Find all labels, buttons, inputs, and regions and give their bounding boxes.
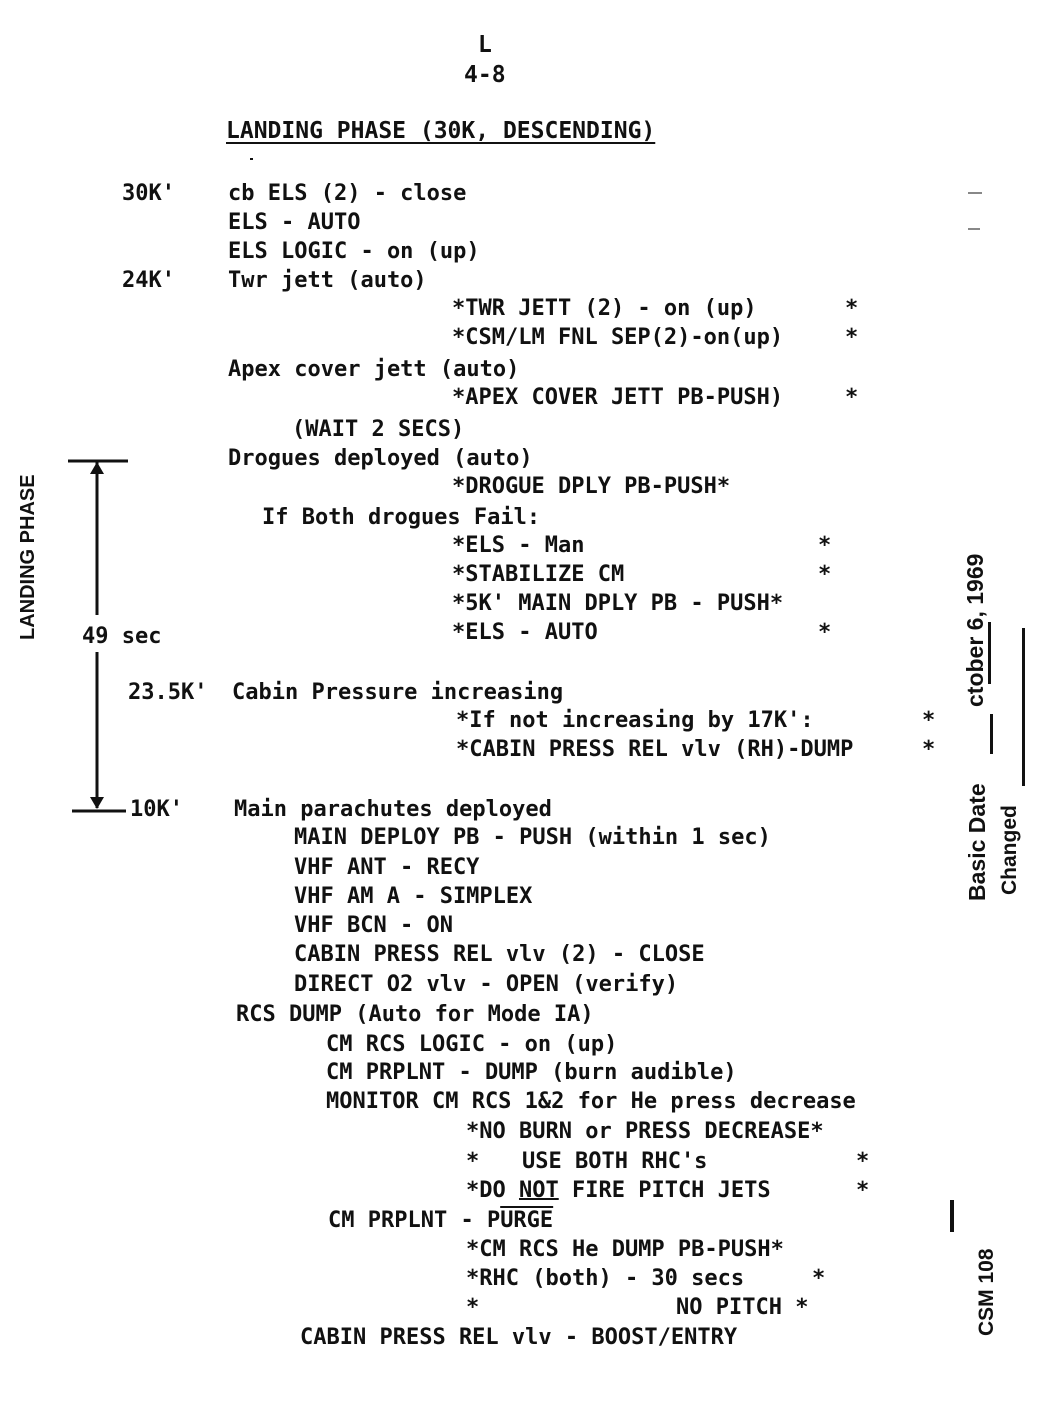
step-drogues: Drogues deployed (auto) bbox=[228, 446, 533, 471]
step-if-both-fail: If Both drogues Fail: bbox=[262, 505, 541, 530]
fire-pitch-text: FIRE PITCH JETS bbox=[558, 1178, 771, 1203]
backup-star: * bbox=[818, 562, 832, 587]
step-vhf-ant: VHF ANT - RECY bbox=[294, 855, 480, 880]
backup-star: * bbox=[466, 1295, 480, 1320]
purge-overline-text: URGE bbox=[500, 1208, 554, 1233]
backup-star: * bbox=[818, 533, 832, 558]
step-twr-jett: Twr jett (auto) bbox=[228, 268, 427, 293]
step-cabin-pressure: Cabin Pressure increasing bbox=[232, 680, 564, 705]
step-vhf-bcn: VHF BCN - ON bbox=[294, 913, 453, 938]
ink-mark bbox=[968, 192, 982, 194]
backup-cabin-rel-dump: *CABIN PRESS REL vlv (RH)-DUMP bbox=[456, 737, 854, 762]
backup-els-man: *ELS - Man bbox=[452, 533, 585, 558]
step-cb-els: cb ELS (2) - close bbox=[228, 181, 467, 206]
not-emphasis: NOT bbox=[518, 1178, 559, 1203]
backup-star: * bbox=[818, 620, 832, 645]
backup-use-both-rhc: USE BOTH RHC's bbox=[522, 1149, 708, 1174]
step-direct-o2: DIRECT O2 vlv - OPEN (verify) bbox=[294, 972, 679, 997]
landing-phase-side-label: LANDING PHASE bbox=[17, 474, 39, 640]
step-cabin-rel-close: CABIN PRESS REL vlv (2) - CLOSE bbox=[294, 942, 705, 967]
basic-date-fill-line bbox=[990, 714, 993, 754]
backup-stabilize: *STABILIZE CM bbox=[452, 562, 625, 587]
page-number: 4-8 bbox=[464, 62, 506, 88]
altitude-24k: 24K' bbox=[122, 268, 175, 293]
step-main-deploy: MAIN DEPLOY PB - PUSH (within 1 sec) bbox=[294, 825, 771, 850]
doc-id: CSM 108 bbox=[975, 1248, 998, 1336]
backup-csm-lm-sep: *CSM/LM FNL SEP(2)-on(up) bbox=[452, 325, 784, 350]
step-monitor: MONITOR CM RCS 1&2 for He press decrease bbox=[326, 1089, 856, 1114]
altitude-23-5k: 23.5K' bbox=[128, 680, 208, 705]
step-main-parachutes: Main parachutes deployed bbox=[234, 797, 552, 822]
backup-star: * bbox=[922, 708, 936, 733]
change-bar bbox=[950, 1200, 954, 1232]
step-apex-cover: Apex cover jett (auto) bbox=[228, 357, 520, 382]
date-underline bbox=[988, 622, 991, 684]
backup-no-pitch: NO PITCH * bbox=[676, 1295, 809, 1320]
backup-twr-jett: *TWR JETT (2) - on (up) bbox=[452, 296, 757, 321]
backup-star: * bbox=[845, 385, 859, 410]
step-els-logic: ELS LOGIC - on (up) bbox=[228, 239, 480, 264]
backup-els-auto: *ELS - AUTO bbox=[452, 620, 598, 645]
page-title: LANDING PHASE (30K, DESCENDING) bbox=[226, 118, 656, 144]
backup-no-burn: *NO BURN or PRESS DECREASE* bbox=[466, 1119, 824, 1144]
backup-apex-cover: *APEX COVER JETT PB-PUSH) bbox=[452, 385, 784, 410]
step-wait: (WAIT 2 SECS) bbox=[292, 417, 465, 442]
step-els-auto: ELS - AUTO bbox=[228, 210, 361, 235]
interval-label: 49 sec bbox=[82, 624, 162, 649]
backup-star: * bbox=[856, 1178, 870, 1203]
backup-if-not-increasing: *If not increasing by 17K': bbox=[456, 708, 814, 733]
changed-fill-line bbox=[1022, 628, 1025, 786]
backup-star: * bbox=[845, 296, 859, 321]
altitude-30k: 30K' bbox=[122, 181, 175, 206]
step-vhf-am: VHF AM A - SIMPLEX bbox=[294, 884, 533, 909]
backup-star: * bbox=[922, 737, 936, 762]
backup-star: * bbox=[856, 1149, 870, 1174]
changed-label: Changed bbox=[998, 805, 1021, 895]
backup-do-not-fire bbox=[466, 1178, 771, 1204]
altitude-10k: 10K' bbox=[130, 797, 183, 822]
purge-text: CM PRPLNT - P bbox=[328, 1208, 501, 1233]
backup-he-dump: *CM RCS He DUMP PB-PUSH* bbox=[466, 1237, 784, 1262]
step-cabin-boost-entry: CABIN PRESS REL vlv - BOOST/ENTRY bbox=[300, 1325, 738, 1350]
backup-star: * bbox=[845, 325, 859, 350]
step-cm-rcs-logic: CM RCS LOGIC - on (up) bbox=[326, 1032, 618, 1057]
backup-star: * bbox=[466, 1149, 480, 1174]
ink-mark bbox=[968, 228, 980, 230]
step-cm-prplnt-dump: CM PRPLNT - DUMP (burn audible) bbox=[326, 1060, 737, 1085]
do-text: *DO bbox=[466, 1178, 519, 1203]
step-rcs-dump: RCS DUMP (Auto for Mode IA) bbox=[236, 1002, 594, 1027]
backup-star: * bbox=[812, 1266, 826, 1291]
backup-5k-main: *5K' MAIN DPLY PB - PUSH* bbox=[452, 591, 784, 616]
basic-date-value: ctober 6, 1969 bbox=[962, 553, 988, 707]
section-letter: L bbox=[478, 32, 492, 58]
backup-drogue-dply: *DROGUE DPLY PB-PUSH* bbox=[452, 474, 731, 499]
backup-rhc-30-secs: *RHC (both) - 30 secs bbox=[466, 1266, 745, 1291]
basic-date-label: Basic Date bbox=[964, 783, 990, 901]
step-cm-prplnt-purge bbox=[328, 1208, 553, 1234]
